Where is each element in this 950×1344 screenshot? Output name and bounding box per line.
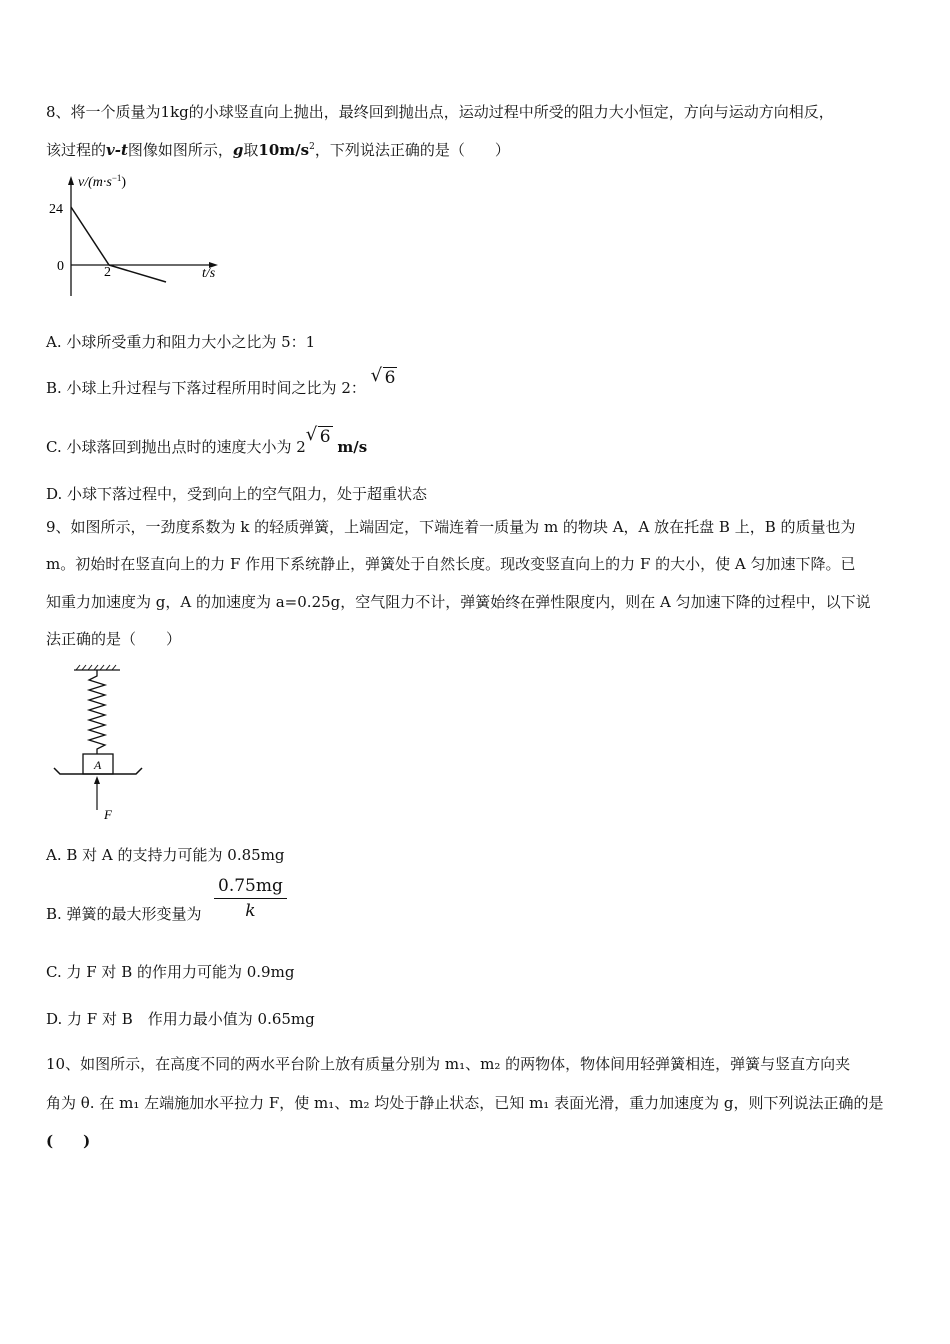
q9-stem-line2: m。初始时在竖直向上的力 F 作用下系统静止，弹簧处于自然长度。现改变竖直向上的力 F 的大小，使 A 匀加速下降。已 [46, 555, 856, 573]
q8-option-b-sqrt: √ 6 [371, 368, 398, 388]
q8-graph-x-tick-2: 2 [104, 265, 111, 280]
q9-option-d: D. 力 F 对 B 作用力最小值为 0.65mg [46, 1010, 315, 1028]
force-arrowhead [94, 776, 100, 784]
q8-option-c-sqrt: √ 6 [306, 427, 333, 447]
q8-option-c-unit: m/s [337, 438, 368, 456]
q8-stem-text: 取 [243, 141, 259, 159]
q8-stem-line2 [46, 140, 510, 160]
q8-graph-y-label: $v/(m\cdot s^{-1})$ [78, 173, 127, 190]
q10-stem-line1: 10、如图所示，在高度不同的两水平台阶上放有质量分别为 m₁、m₂ 的两物体，物体间用轻弹簧相连，弹簧与竖直方向夹 [46, 1055, 851, 1073]
q8-stem-text: ，下列说法正确的是（ ） [314, 141, 510, 159]
fraction-denominator: k [245, 901, 256, 921]
q9-stem-line3: 知重力加速度为 g，A 的加速度为 a=0.25g，空气阻力不计，弹簧始终在弹性限度内，则在 A 匀加速下降的过程中，以下说 [46, 593, 871, 611]
q8-option-b [46, 368, 397, 398]
q8-vt-symbol: v-t [106, 141, 128, 159]
q9-stem-line1: 9、如图所示，一劲度系数为 k 的轻质弹簧，上端固定，下端连着一质量为 m 的物块 A，A 放在托盘 B 上，B 的质量也为 [46, 518, 856, 536]
fraction-numerator: 0.75mg [214, 876, 287, 899]
q8-stem-line1: 8、将一个质量为1kg的小球竖直向上抛出，最终回到抛出点，运动过程中所受的阻力大小恒定，方向与运动方向相反， [46, 103, 834, 121]
q9-option-c: C. 力 F 对 B 的作用力可能为 0.9mg [46, 963, 295, 981]
q8-option-c-text: C. 小球落回到抛出点时的速度大小为 2 [46, 438, 306, 456]
force-label: F [104, 807, 112, 822]
q8-option-b-text: B. 小球上升过程与下落过程所用时间之比为 2： [46, 379, 366, 397]
q8-graph-y-arrow [68, 176, 74, 185]
q8-option-d: D. 小球下落过程中，受到向上的空气阻力，处于超重状态 [46, 485, 428, 503]
q9-spring-figure [50, 664, 150, 824]
q8-option-c [46, 427, 368, 457]
q9-option-a: A. B 对 A 的支持力可能为 0.85mg [46, 846, 285, 864]
q8-g-exponent: 2 [309, 142, 315, 152]
q8-graph-x-label: t/s [202, 266, 216, 281]
q9-option-b: B. 弹簧的最大形变量为 [46, 905, 202, 923]
q8-graph-origin-label: 0 [57, 259, 64, 274]
q8-stem-text: 该过程的 [46, 141, 107, 159]
q8-g-value: 10m/s [258, 141, 310, 159]
q8-graph-y-tick-24: 24 [49, 202, 63, 217]
q10-stem-line3: ( ) [46, 1132, 91, 1150]
q8-stem-text: 图像如图所示， [127, 141, 233, 159]
spring-coil [89, 670, 105, 754]
q9-option-b-fraction [214, 876, 287, 921]
ceiling-hatch [76, 665, 116, 670]
q10-stem-line2: 角为 θ. 在 m₁ 左端施加水平拉力 F，使 m₁、m₂ 均处于静止状态，已知 m₁ 表面光滑，重力加速度为 g，则下列说法正确的是 [46, 1094, 884, 1112]
q8-vt-graph [40, 172, 240, 302]
q8-graph-rise-line [71, 207, 109, 265]
q8-option-a: A. 小球所受重力和阻力大小之比为 5：1 [46, 333, 316, 351]
block-a-label: A [94, 758, 102, 772]
q8-graph-fall-line [109, 265, 166, 282]
q9-stem-line4: 法正确的是（ ） [46, 630, 182, 648]
q8-g-symbol: g [232, 141, 244, 159]
